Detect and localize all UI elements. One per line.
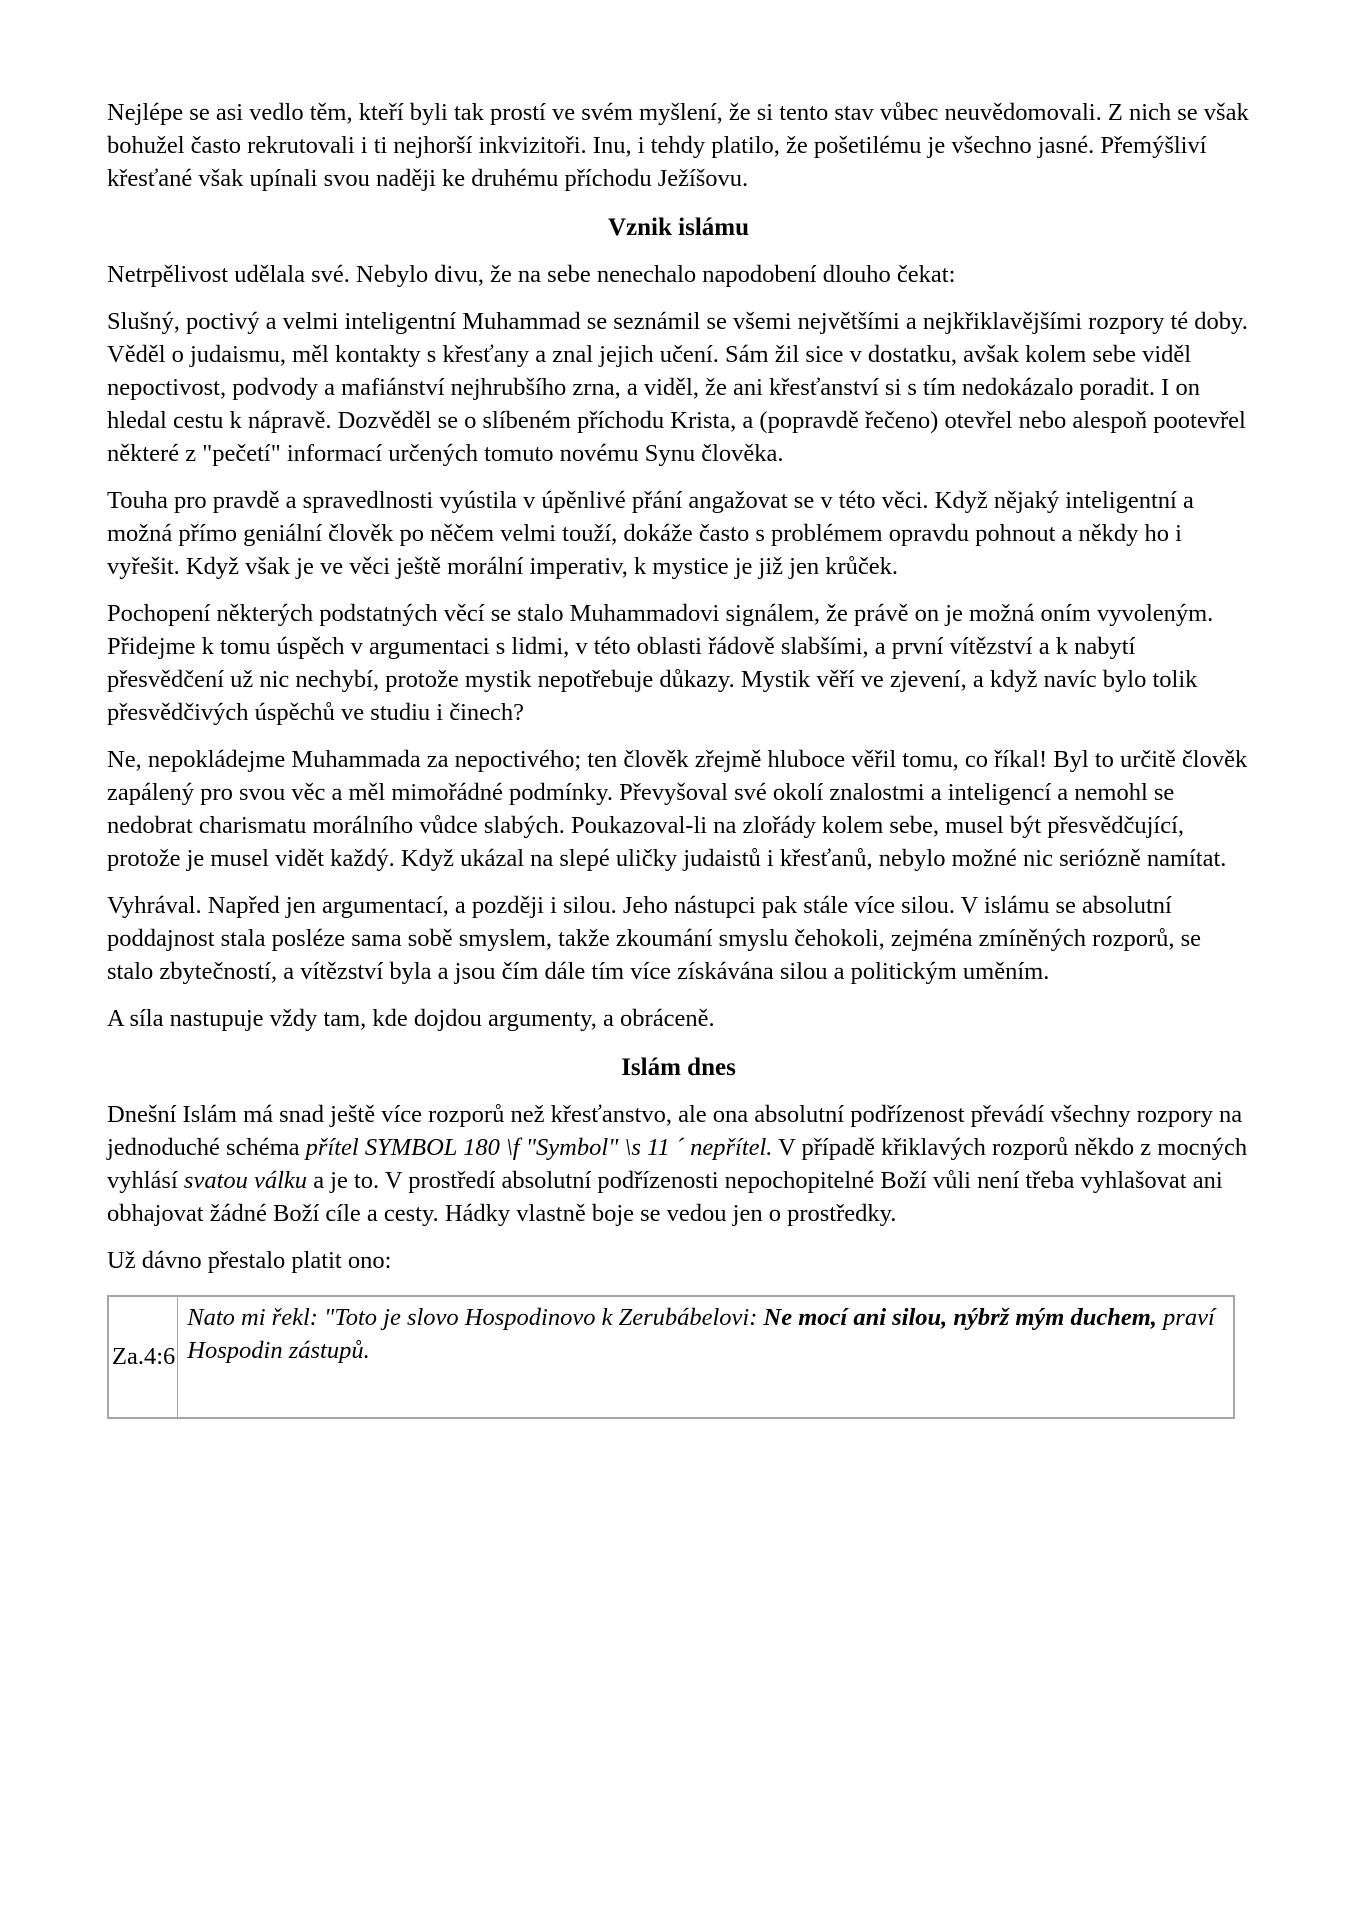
paragraph: Slušný, poctivý a velmi inteligentní Muhammad se seznámil se všemi největšími a nejkřiklavějšími rozpory té doby. Věděl o judaismu, měl kontakty s křesťany a znal jejich učení. Sám žil sice v dostatku, avšak kolem sebe viděl nepoctivost, podvody a mafiánství nejhrubšího zrna, a viděl, že ani křesťanství si s tím nedokázalo poradit. I on hledal cestu k nápravě. Dozvěděl se o slíbeném příchodu Krista, a (popravdě řečeno) otevřel nebo alespoň pootevřel některé z "pečetí" informací určených tomuto novému Synu člověka.: [107, 308, 1248, 467]
paragraph: Pochopení některých podstatných věcí se stalo Muhammadovi signálem, že právě on je možná oním vyvoleným. Přidejme k tomu úspěch v argumentaci s lidmi, v této oblasti řádově slabšími, a první vítězství a k nabytí přesvědčení už nic nechybí, protože mystik nepotřebuje důkazy. Mystik věří ve zjevení, a když navíc bylo tolik přesvědčivých úspěchů ve studiu i činech?: [107, 600, 1214, 726]
paragraph: Nejlépe se asi vedlo těm, kteří byli tak prostí ve svém myšlení, že si tento stav vůbec neuvědomovali. Z nich se však bohužel často rekrutovali i ti nejhorší inkvizitoři. Inu, i tehdy platilo, že pošetilému je všechno jasné. Přemýšliví křesťané však upínali svou naději ke druhému příchodu Ježíšovu.: [107, 99, 1249, 192]
scripture-table: [107, 1295, 1235, 1419]
paragraph: Ne, nepokládejme Muhammada za nepoctivého; ten člověk zřejmě hluboce věřil tomu, co říkal! Byl to určitě člověk zapálený pro svou věc a měl mimořádné podmínky. Převyšoval své okolí znalostmi a inteligencí a nemohl se nedobrat charismatu morálního vůdce slabých. Poukazoval-li na zlořády kolem sebe, musel být přesvědčující, protože je musel vidět každý. Když ukázal na slepé uličky judaistů i křesťanů, nebylo možné nic seriózně namítat.: [107, 746, 1248, 872]
paragraph: Touha pro pravdě a spravedlnosti vyústila v úpěnlivé přání angažovat se v této věci. Když nějaký inteligentní a možná přímo geniální člověk po něčem velmi touží, dokáže často s problémem opravdu pohnout a někdy ho i vyřešit. Když však je ve věci ještě morální imperativ, k mystice je již jen krůček.: [107, 487, 1194, 580]
paragraph: A síla nastupuje vždy tam, kde dojdou argumenty, a obráceně.: [107, 1005, 715, 1032]
paragraph: Netrpělivost udělala své. Nebylo divu, že na sebe nenechalo napodobení dlouho čekat:: [107, 261, 956, 288]
verse-quote: Nato mi řekl: "Toto je slovo Hospodinovo k Zerubábelovi: Ne mocí ani silou, nýbrž mým duchem, praví Hospodin zástupů.: [178, 1296, 1234, 1418]
paragraph: Vyhrával. Napřed jen argumentací, a později i silou. Jeho nástupci pak stále více silou. V islámu se absolutní poddajnost stala posléze sama sobě smyslem, takže zkoumání smyslu čehokoli, zejména zmíněných rozporů, se stalo zbytečností, a vítězství byla a jsou čím dále tím více získávána silou a politickým uměním.: [107, 892, 1202, 985]
verse-reference: Za.4:6: [108, 1296, 178, 1418]
section-heading-vznik-islamu: Vznik islámu: [607, 214, 749, 241]
scripture-table-row: [108, 1296, 1234, 1418]
section-heading-islam-dnes: Islám dnes: [621, 1054, 736, 1081]
paragraph: Už dávno přestalo platit ono:: [107, 1247, 392, 1274]
paragraph-with-field-code: Dnešní Islám má snad ještě více rozporů než křesťanstvo, ale ona absolutní podřízenost převádí všechny rozpory na jednoduché schéma přítel SYMBOL 180 \f "Symbol" \s 11 ´ nepřítel. V případě křiklavých rozporů někdo z mocných vyhlásí svatou válku a je to. V prostředí absolutní podřízenosti nepochopitelné Boží vůli není třeba vyhlašovat ani obhajovat žádné Boží cíle a cesty. Hádky vlastně boje se vedou jen o prostředky.: [107, 1101, 1248, 1227]
